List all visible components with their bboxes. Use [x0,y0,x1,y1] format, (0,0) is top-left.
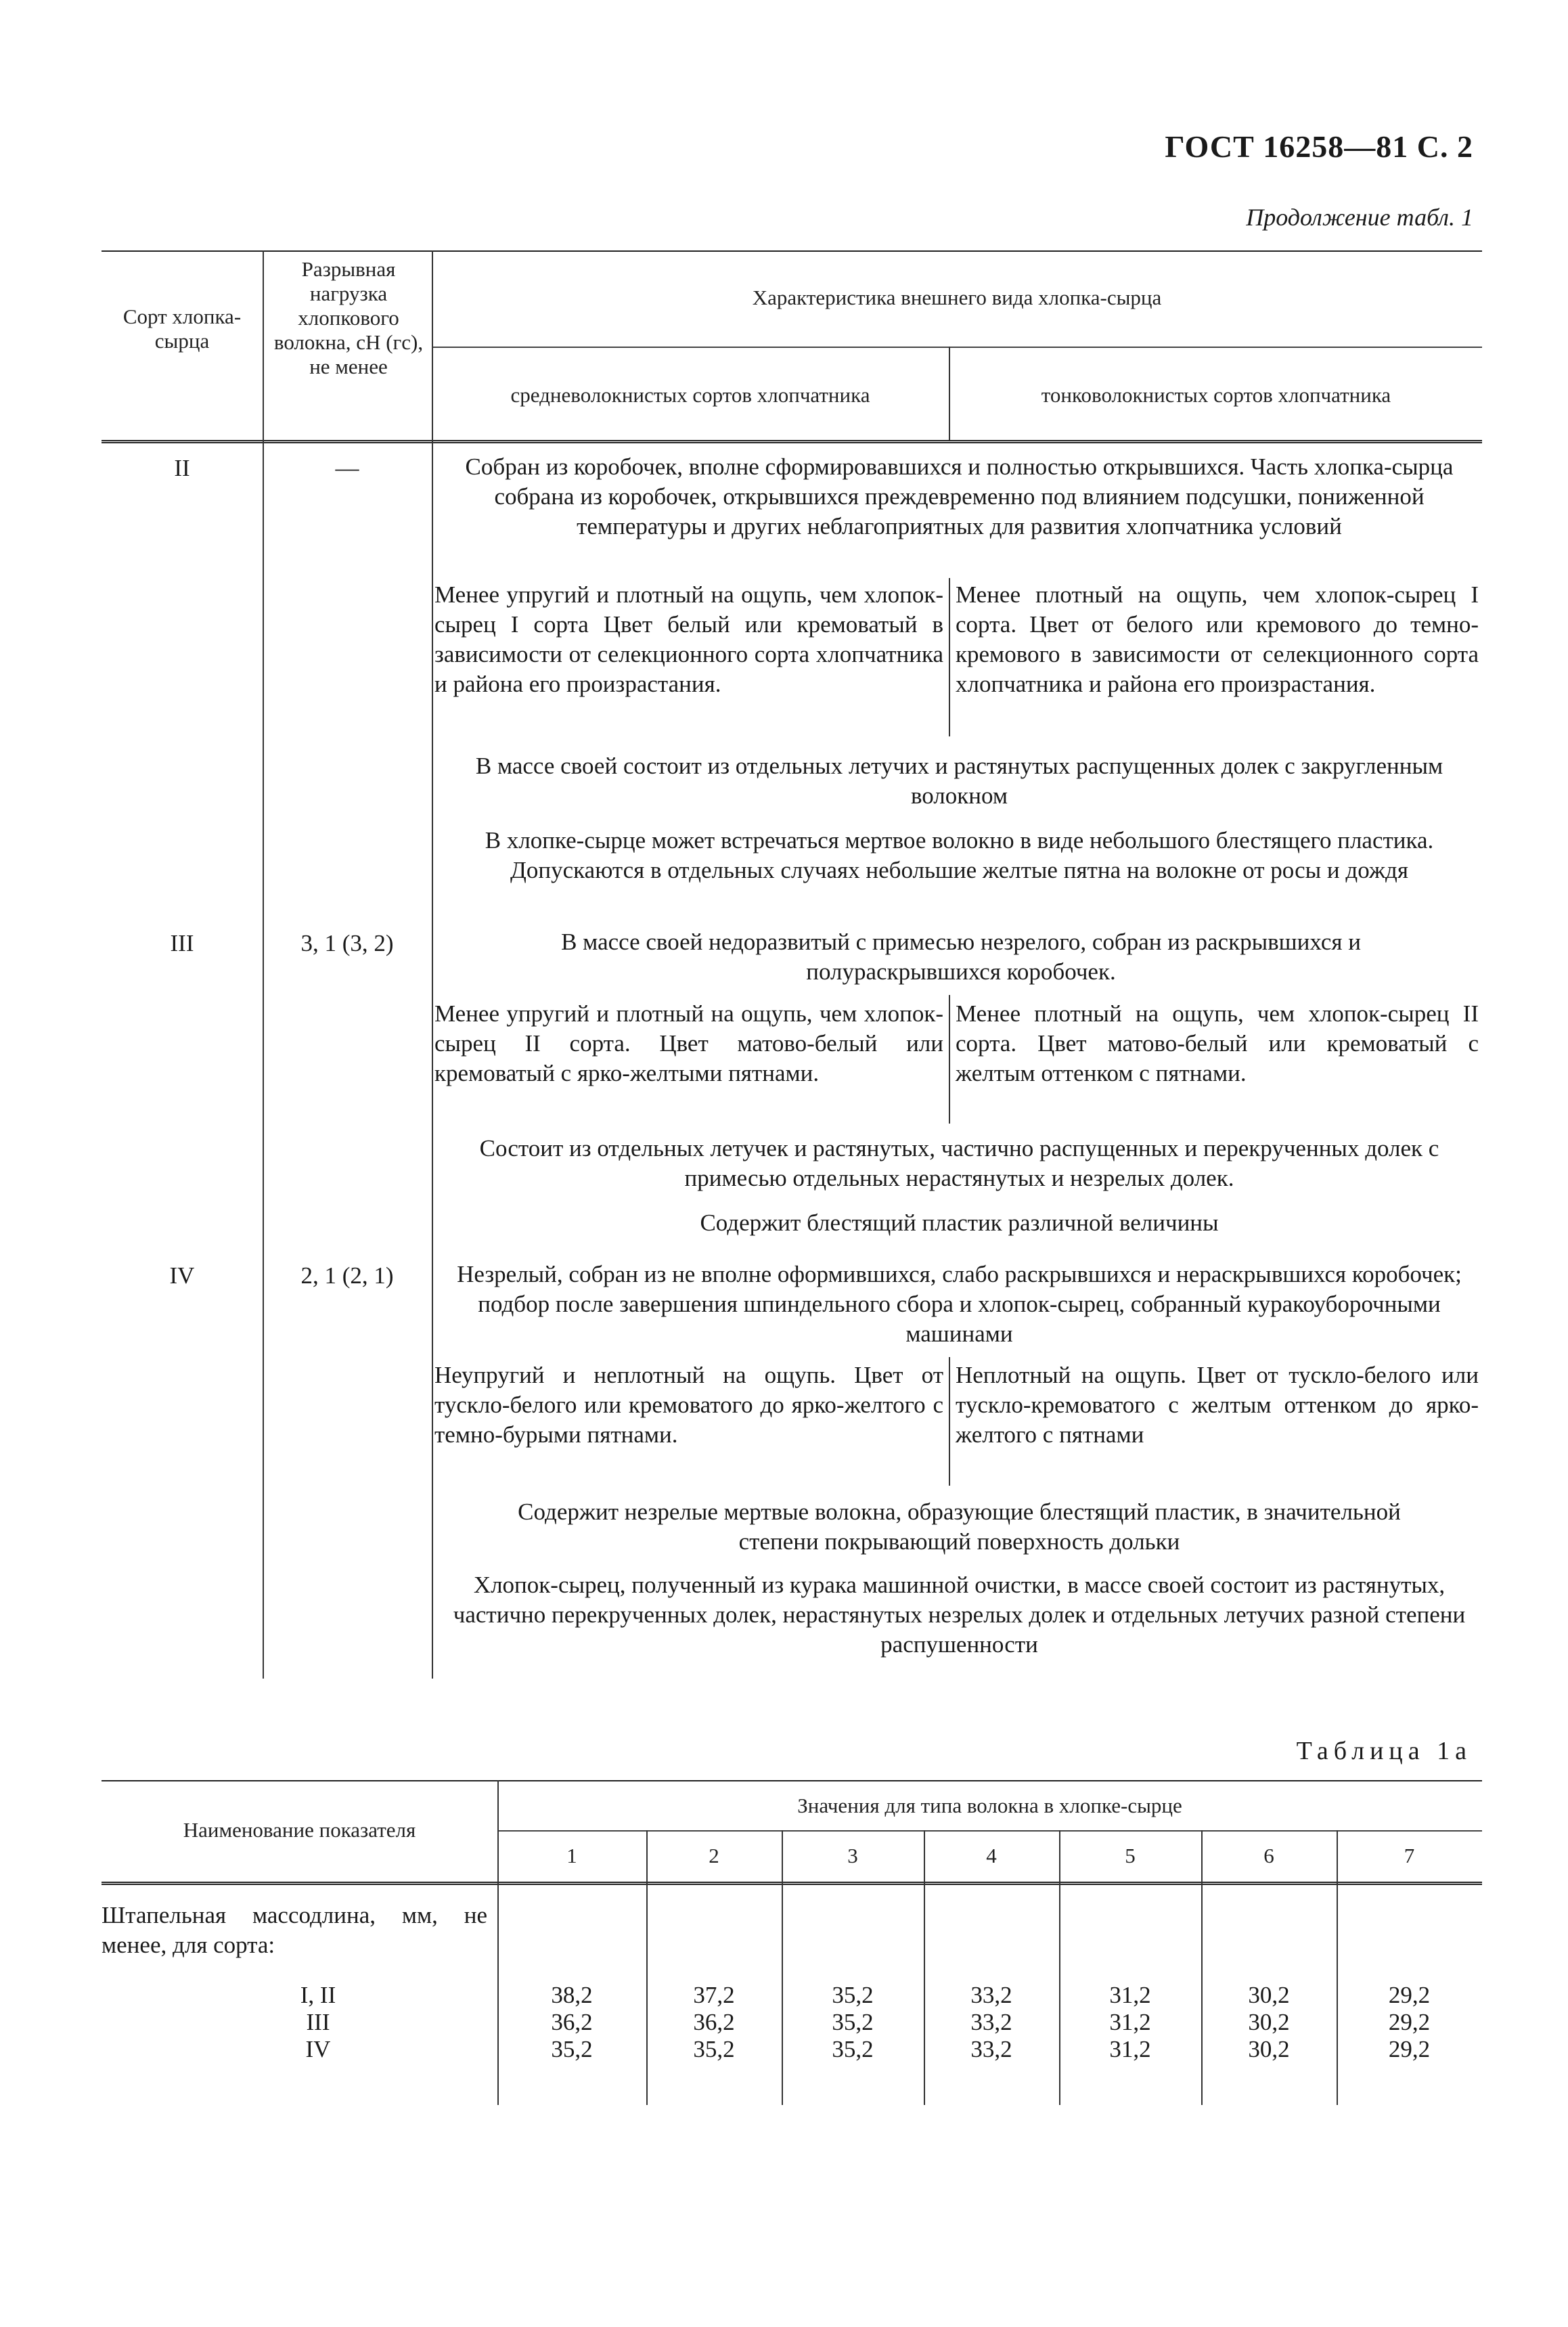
grade-note: Содержит блестящий пластик различной величины [700,1210,1219,1236]
grade-note: Содержит незрелые мертвые волокна, образующие блестящий пластик, в значительной степени покрывающий поверхность дольки [518,1499,1401,1555]
sub-column-divider [949,995,950,1124]
table-cell: 37,2 [693,1982,735,2008]
grade-note: Состоит из отдельных летучек и растянутых, частично распущенных и перекрученных долек с примесью отдельных нерастянутых и незрелых долек. [479,1135,1439,1191]
fiber-type-header: 5 [1125,1844,1136,1867]
fine-staple-description: Менее плотный на ощупь, чем хлопок-сырец I сорта. Цвет от белого или кремового до темно-кремового в зависимости от селекционного сорта хлопчатника и района его произрастания. [956,581,1479,697]
column-divider-type [782,1830,783,2105]
table-cell: 33,2 [970,2009,1012,2035]
header-breaking-load: Разрывная нагрузка хлопкового волокна, сН (гс), не менее [273,257,424,378]
column-divider-type [646,1830,648,2105]
table-cell: 29,2 [1388,2036,1431,2062]
medium-staple-description: Менее упругий и плотный на ощупь, чем хлопок-сырец II сорта. Цвет матово-белый или кремоватый с ярко-желтыми пятнами. [434,1000,943,1086]
table-top-rule [102,1780,1482,1781]
sub-column-divider [949,1357,950,1486]
table-cell: 36,2 [551,2009,593,2035]
table-cell: 35,2 [832,2036,874,2062]
grade-note: Хлопок-сырец, полученный из курака машинной очистки, в массе своей состоит из растянутых, частично перекрученных долек, нерастянутых незрелых долек и отдельных летучих разной степени распушенности [453,1572,1466,1658]
table-cell: 29,2 [1388,1982,1431,2008]
fine-staple-description: Менее плотный на ощупь, чем хлопок-сырец II сорта. Цвет матово-белый или кремоватый с желтым оттенком с пятнами. [956,1000,1479,1086]
table-1a-caption: Таблица 1а [1296,1737,1472,1765]
header-grade: Сорт хлопка-сырца [122,305,242,353]
table-cell: 35,2 [832,2009,874,2035]
table-1a [102,1780,1482,2105]
grade-description: В массе своей недоразвитый с примесью незрелого, собран из раскрывшихся и полураскрывшихся коробочек. [561,929,1361,985]
grade-note: В массе своей состоит из отдельных летучих и растянутых распущенных долек с закругленным волокном [475,753,1443,809]
table-cell: 35,2 [693,2036,735,2062]
fiber-type-header: 7 [1404,1844,1415,1867]
table-cell: 31,2 [1109,2036,1151,2062]
breaking-load-value: 2, 1 (2, 1) [300,1262,394,1289]
grade-label: III [170,930,194,956]
subheader-rule [432,347,1482,348]
table-continuation-label: Продолжение табл. 1 [1246,204,1473,231]
fiber-type-header: 6 [1263,1844,1274,1867]
grade-note: В хлопке-сырце может встречаться мертвое волокно в виде небольшого блестящего пластика. Допускаются в отдельных случаях небольшие желтые пятна на волокне от росы и дождя [485,827,1434,883]
table-cell: 30,2 [1248,2009,1290,2035]
column-divider-load [432,250,433,1679]
table-cell: 31,2 [1109,2009,1151,2035]
sub-column-divider [949,578,950,736]
indicator-label: Штапельная массодлина, мм, не менее, для сорта: [102,1902,487,1958]
medium-staple-description: Неупругий и неплотный на ощупь. Цвет от тускло-белого или кремоватого до ярко-желтого с темно-бурыми пятнами. [434,1362,943,1448]
header-fine-staple: тонковолокнистых сортов хлопчатника [1041,383,1391,407]
table-1 [102,250,1482,1679]
table-cell: 30,2 [1248,2036,1290,2062]
fiber-type-header: 4 [986,1844,997,1867]
table-cell: 33,2 [970,1982,1012,2008]
fiber-type-header: 2 [709,1844,719,1867]
grade-label: IV [169,1262,195,1289]
table-cell: 31,2 [1109,1982,1151,2008]
table-top-rule [102,250,1482,252]
table-cell: 35,2 [832,1982,874,2008]
table-cell: 30,2 [1248,1982,1290,2008]
header-bottom-rule [102,1882,1482,1885]
standard-number: ГОСТ 16258—81 С. 2 [1165,129,1473,164]
table-cell: 29,2 [1388,2009,1431,2035]
grade-label: I, II [300,1982,336,2008]
subheader-rule [497,1830,1482,1832]
grade-label: III [306,2009,330,2035]
header-fiber-type-values: Значения для типа волокна в хлопке-сырце [797,1794,1182,1817]
fiber-type-header: 1 [566,1844,577,1867]
column-divider-type [1337,1830,1338,2105]
grade-description: Собран из коробочек, вполне сформировавшихся и полностью открывшихся. Часть хлопка-сырца собрана из коробочек, открывшихся преждевременно под влиянием подсушки, пониженной температуры и других неблагоприятных для развития хлопчатника условий [465,453,1454,539]
column-divider-type [1201,1830,1203,2105]
header-medium-staple: средневолокнистых сортов хлопчатника [510,383,870,407]
grade-description: Незрелый, собран из не вполне оформившихся, слабо раскрывшихся и нераскрывшихся коробочек; подбор после завершения шпиндельного сбора и хлопок-сырец, собранный куракоуборочными машинами [457,1261,1462,1347]
column-divider-type [924,1830,925,2105]
table-cell: 35,2 [551,2036,593,2062]
fiber-type-header: 3 [847,1844,858,1867]
column-divider-type [1059,1830,1060,2105]
table-cell: 36,2 [693,2009,735,2035]
breaking-load-value: 3, 1 (3, 2) [300,930,394,956]
table-cell: 33,2 [970,2036,1012,2062]
header-bottom-rule [102,440,1482,443]
grade-label: IV [305,2036,331,2062]
grade-label: II [174,455,190,481]
header-appearance: Характеристика внешнего вида хлопка-сырца [752,286,1162,309]
table-cell: 38,2 [551,1982,593,2008]
medium-staple-description: Менее упругий и плотный на ощупь, чем хлопок-сырец I сорта Цвет белый или кремоватый в зависимости от селекционного сорта хлопчатника и района его произрастания. [434,581,943,697]
breaking-load-value: — [335,455,359,481]
header-indicator-name: Наименование показателя [183,1818,416,1842]
fine-staple-description: Неплотный на ощупь. Цвет от тускло-белого или тускло-кремоватого с желтым оттенком до ярко-желтого с пятнами [956,1362,1479,1448]
